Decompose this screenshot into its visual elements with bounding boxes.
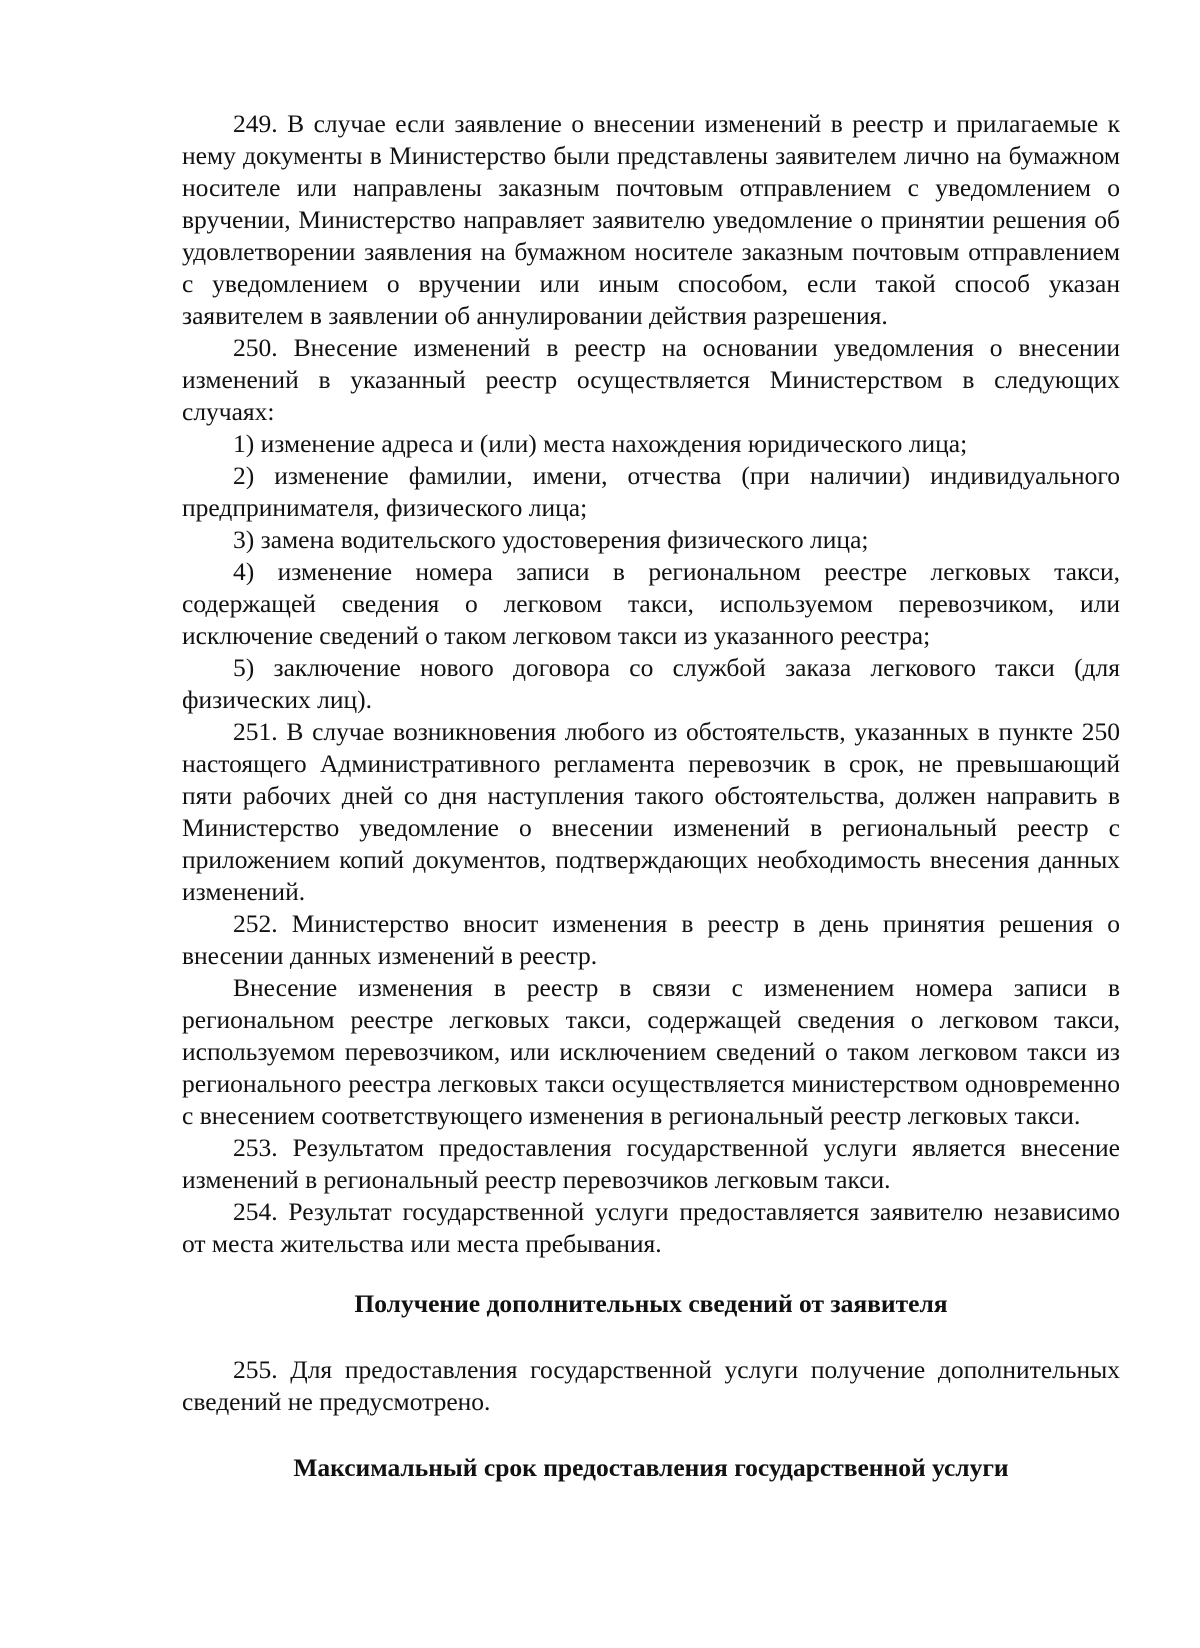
list-item-250-5: 5) заключение нового договора со службой заказа легкового такси (для физических лиц). [182,653,1120,714]
paragraph-250: 250. Внесение изменений в реестр на основании уведомления о внесении изменений в указанный реестр осуществляется Министерством в следующих случаях: [182,333,1120,426]
paragraph-255: 255. Для предоставления государственной услуги получение дополнительных сведений не предусмотрено. [182,1355,1120,1416]
list-item-250-1: 1) изменение адреса и (или) места нахождения юридического лица; [233,429,968,458]
paragraph-251: 251. В случае возникновения любого из обстоятельств, указанных в пункте 250 настоящего Административного регламента перевозчик в срок, не превышающий пяти рабочих дней со дня наступления такого обстоятельства, должен направить в Министерство уведомление о внесении изменений в региональный реестр с приложением копий документов, подтверждающих необходимость внесения данных изменений. [182,717,1120,906]
paragraph-254: 254. Результат государственной услуги предоставляется заявителю независимо от места жительства или места пребывания. [182,1197,1120,1258]
list-item-250-3: 3) замена водительского удостоверения физического лица; [233,525,869,554]
list-item-250-2: 2) изменение фамилии, имени, отчества (при наличии) индивидуального предпринимателя, физического лица; [182,461,1120,522]
paragraph-252: 252. Министерство вносит изменения в реестр в день принятия решения о внесении данных изменений в реестр. [182,909,1120,970]
list-item-250-4: 4) изменение номера записи в региональном реестре легковых такси, содержащей сведения о легковом такси, используемом перевозчиком, или исключение сведений о таком легковом такси из указанного реестра; [182,557,1120,650]
paragraph-252-continuation: Внесение изменения в реестр в связи с изменением номера записи в региональном реестре легковых такси, содержащей сведения о легковом такси, используемом перевозчиком, или исключением сведений о таком легковом такси из регионального реестра легковых такси осуществляется министерством одновременно с внесением соответствующего изменения в региональный реестр легковых такси. [182,973,1120,1130]
section-heading-additional-info: Получение дополнительных сведений от заявителя [354,1289,948,1318]
section-heading-max-term: Максимальный срок предоставления государственной услуги [293,1453,1009,1482]
paragraph-253: 253. Результатом предоставления государственной услуги является внесение изменений в региональный реестр перевозчиков легковым такси. [182,1133,1120,1194]
document-body [182,108,1120,1484]
paragraph-249: 249. В случае если заявление о внесении изменений в реестр и прилагаемые к нему документы в Министерство были представлены заявителем лично на бумажном носителе или направлены заказным почтовым отправлением с уведомлением о вручении, Министерство направляет заявителю уведомление о принятии решения об удовлетворении заявления на бумажном носителе заказным почтовым отправлением с уведомлением о вручении или иным способом, если такой способ указан заявителем в заявлении об аннулировании действия разрешения. [182,109,1120,330]
